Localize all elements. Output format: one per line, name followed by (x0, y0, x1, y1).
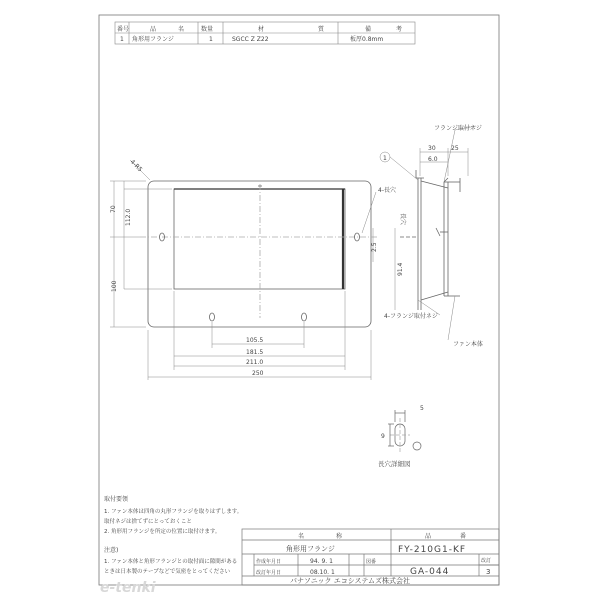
side-view (400, 170, 460, 310)
dim-corner-radius: 4-R5 (128, 158, 144, 174)
front-dimensions (110, 160, 371, 380)
label-flange-screw: フランジ取付ネジ (434, 125, 482, 132)
table-header-name: 品 (150, 26, 157, 33)
table-header-material2: 質 (318, 26, 325, 33)
label-slot: 長穴 (399, 213, 406, 226)
tb-header-name: 名 (298, 533, 305, 540)
balloon-1: 1 (383, 155, 387, 162)
detail-dim-5: 5 (420, 405, 424, 412)
tb-header-model: 品 (425, 533, 432, 540)
tb-revised-date: 08.10. 1 (310, 569, 335, 576)
tb-company: パナソニック エコシステムズ株式会社 (290, 577, 411, 585)
caution-line-1: 1. ファン本体と角形フランジとの取付面に隙間がある (104, 559, 238, 565)
dim-60: 6.0 (428, 156, 438, 163)
table-header-name2: 名 (178, 26, 185, 33)
tb-model-number: FY-210G1-KF (398, 545, 467, 555)
tb-header-name2: 称 (336, 533, 343, 540)
table-cell-qty: 1 (209, 36, 213, 43)
caution-heading: 注意) (104, 547, 119, 554)
tb-created-date: 94. 9. 1 (310, 558, 333, 565)
slot-detail (388, 410, 421, 452)
front-view (140, 181, 378, 327)
notes-line-3: 2. 角形用フランジを所定の位置に取付けます。 (104, 529, 221, 535)
tb-rev: 3 (486, 568, 491, 576)
dim-211: 211.0 (246, 359, 264, 366)
dim-2-5: 2.5 (371, 242, 378, 252)
watermark-logo: e-tenki (100, 580, 156, 596)
dim-70: 70 (110, 205, 117, 213)
table-header-note: 備 (365, 26, 372, 33)
sheet-border (99, 15, 499, 585)
dim-25: 25 (451, 145, 459, 152)
tb-revised-label: 改訂年月日 (256, 570, 282, 576)
table-cell-no: 1 (120, 36, 124, 43)
table-header-no: 番号 (117, 26, 130, 33)
dim-91-4: 91.4 (397, 262, 404, 276)
dim-100: 100 (111, 280, 118, 292)
tb-drawing-no: GA-044 (410, 567, 450, 577)
table-cell-material: SGCC Z Z22 (232, 36, 269, 43)
caution-line-2: ときは日本製のテープなどで気密をとってください (104, 569, 231, 575)
mount-slot-bottom-left (210, 313, 215, 321)
tb-created-label: 作成年月日 (256, 559, 282, 565)
tb-drawing-no-label: 図番 (366, 559, 377, 565)
dim-30: 30 (428, 145, 436, 152)
notes-line-2: 取付ネジは捨てずにとっておくこと (104, 519, 192, 525)
detail-title: 長穴詳細図 (378, 460, 411, 468)
dim-105: 105.5 (246, 337, 264, 344)
label-fan-body: ファン本体 (453, 341, 483, 348)
detail-dim-9: 9 (381, 433, 385, 440)
side-dimensions (362, 126, 476, 340)
dim-250: 250 (252, 370, 264, 377)
table-cell-note: 板厚0.8mm (350, 36, 384, 43)
mount-slot-bottom-right (302, 313, 307, 321)
table-header-note2: 考 (396, 26, 403, 33)
tb-part-name: 角形用フランジ (286, 545, 335, 553)
dim-112: 112.0 (125, 208, 132, 226)
table-cell-name: 角形用フランジ (132, 36, 174, 43)
notes-line-1: 1. ファン本体は四角の丸形フランジを取りはずします。 (104, 509, 243, 515)
flange-opening (174, 189, 345, 289)
tb-header-model2: 番 (460, 533, 467, 540)
tb-rev-label: 改訂 (481, 558, 492, 564)
label-4-flange-screws: 4-フランジ取付ネジ (384, 313, 438, 320)
table-header-material: 材 (258, 26, 265, 33)
label-4-slots: 4-長穴 (378, 187, 396, 194)
table-header-qty: 数量 (201, 26, 214, 33)
notes-heading: 取付要領 (104, 496, 129, 503)
flange-outline (148, 181, 371, 327)
dim-181: 181.5 (246, 349, 264, 356)
